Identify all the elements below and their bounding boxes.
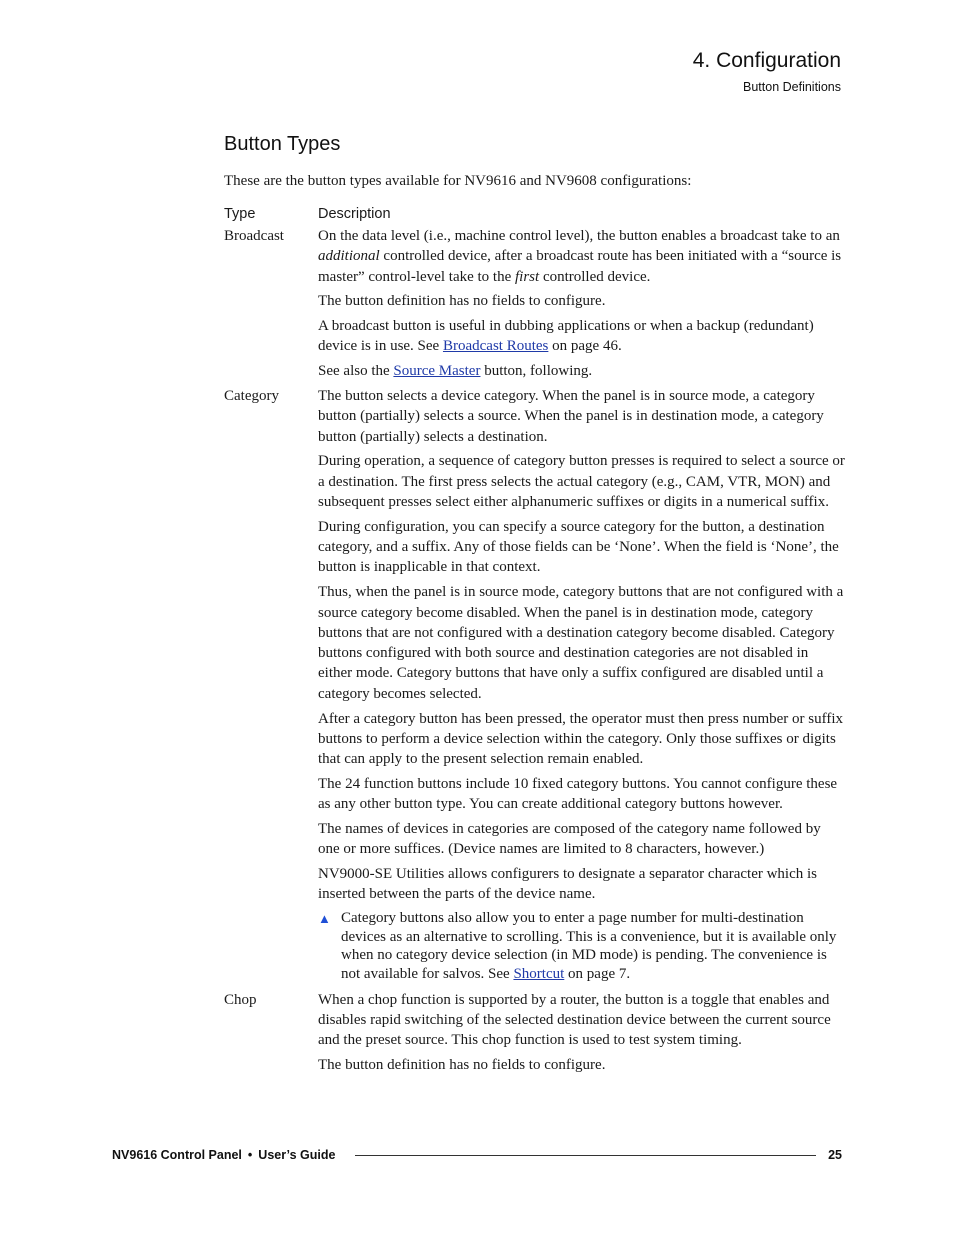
link-source-master[interactable]: Source Master: [393, 363, 481, 380]
header-description: Description: [318, 205, 391, 222]
type-category: Category: [224, 388, 279, 405]
link-shortcut[interactable]: Shortcut: [513, 965, 565, 982]
emphasis-additional: additional: [318, 248, 380, 265]
broadcast-paragraph-3: [318, 316, 846, 357]
category-paragraph-4: Thus, when the panel is in source mode, category buttons that are not configured with a source category become disabled. When the panel is in destination mode, category buttons that are not configured with a destination category become disabled. Category buttons configured with both source and destination categories are not disabled in either mode. Category buttons that have only a suffix configured are disabled until a category becomes selected.: [318, 584, 844, 702]
broadcast-paragraph-4: [318, 361, 846, 381]
button-types-table: [224, 201, 846, 1080]
page-footer: [112, 1146, 842, 1164]
category-paragraph-1: The button selects a device category. When the panel is in source mode, a category button (partially) selects a source. When the panel is in destination mode, a category button (partially) selects a destination.: [318, 388, 824, 445]
broadcast-paragraph-2: The button definition has no fields to configure.: [318, 293, 606, 310]
type-chop: Chop: [224, 991, 257, 1008]
category-paragraph-3: During configuration, you can specify a source category for the button, a destination category, and a suffix. Any of those fields can be ‘None’. When the field is ‘None’, the button is inapplicable in that context.: [318, 518, 839, 576]
text-run: controlled device, after a broadcast route has been initiated with a “source is master” control-level take to the: [318, 248, 842, 285]
category-paragraph-6: The 24 function buttons include 10 fixed category buttons. You cannot configure these as any other button type. You can create additional category buttons however.: [318, 775, 838, 813]
triangle-note-icon: ▲: [318, 911, 331, 927]
text-run: Category buttons also allow you to enter a page number for multi-destination devices as an alternative to scrolling. This is a convenience, but it is available only when no category device selection (in MD mode) is pending. The convenience is not available for salvos. See: [341, 910, 837, 982]
footer-rule: [355, 1155, 816, 1156]
link-broadcast-routes[interactable]: Broadcast Routes: [442, 338, 549, 355]
text-run: on page 46.: [548, 338, 622, 355]
chapter-title: 4. Configuration: [692, 49, 841, 72]
category-note: [318, 909, 846, 983]
description-chop: [318, 990, 846, 1080]
category-paragraph-7: The names of devices in categories are composed of the category name followed by one or more suffices. (Device names are limited to 8 characters, however.): [318, 821, 821, 858]
text-run: on page 7.: [564, 965, 631, 982]
table-row-broadcast: [224, 226, 846, 386]
text-run: A broadcast button is useful in dubbing applications or when a backup (redundant) device is in use. See: [318, 318, 814, 355]
category-paragraph-2: During operation, a sequence of category button presses is required to select a source or a destination. The first press selects the actual category (e.g., CAM, VTR, MON) and subsequent presses select either alphanumeric suffixes or digits in a numerical suffix.: [318, 453, 845, 511]
category-paragraph-5: After a category button has been pressed, the operator must then press number or suffix buttons to perform a device selection within the category. Only those suffixes or digits that can apply to the present selection remain enabled.: [318, 710, 843, 768]
footer-doc-title: NV9616 Control Panel: [112, 1148, 242, 1162]
text-run: button, following.: [480, 363, 593, 380]
emphasis-first: first: [515, 268, 540, 285]
chapter-subsection: Button Definitions: [743, 80, 841, 94]
note-text: [341, 909, 846, 983]
footer-doc-type: User’s Guide: [258, 1148, 336, 1162]
chop-paragraph-1: When a chop function is supported by a router, the button is a toggle that enables and disables rapid switching of the selected destination device between the current source and the preset source. This chop function is used to test system timing.: [318, 991, 831, 1049]
page-number: 25: [828, 1148, 842, 1162]
description-broadcast: [318, 226, 846, 386]
text-run: See also the: [318, 363, 394, 380]
description-category: [318, 386, 846, 988]
section-intro: These are the button types available for NV9616 and NV9608 configurations:: [224, 173, 692, 189]
section-title: Button Types: [224, 133, 341, 155]
table-header: [224, 201, 846, 226]
header-type: Type: [224, 205, 256, 222]
category-paragraph-8: NV9000-SE Utilities allows configurers to designate a separator character which is inserted between the parts of the device name.: [318, 866, 818, 903]
table-row-chop: [224, 990, 846, 1080]
footer-bullet: •: [247, 1148, 253, 1162]
type-broadcast: Broadcast: [224, 228, 284, 244]
table-row-category: [224, 386, 846, 988]
broadcast-paragraph-1: [318, 226, 846, 287]
text-run: controlled device.: [539, 268, 651, 285]
chop-paragraph-2: The button definition has no fields to configure.: [318, 1056, 606, 1073]
text-run: On the data level (i.e., machine control level), the button enables a broadcast take to an: [318, 228, 840, 244]
